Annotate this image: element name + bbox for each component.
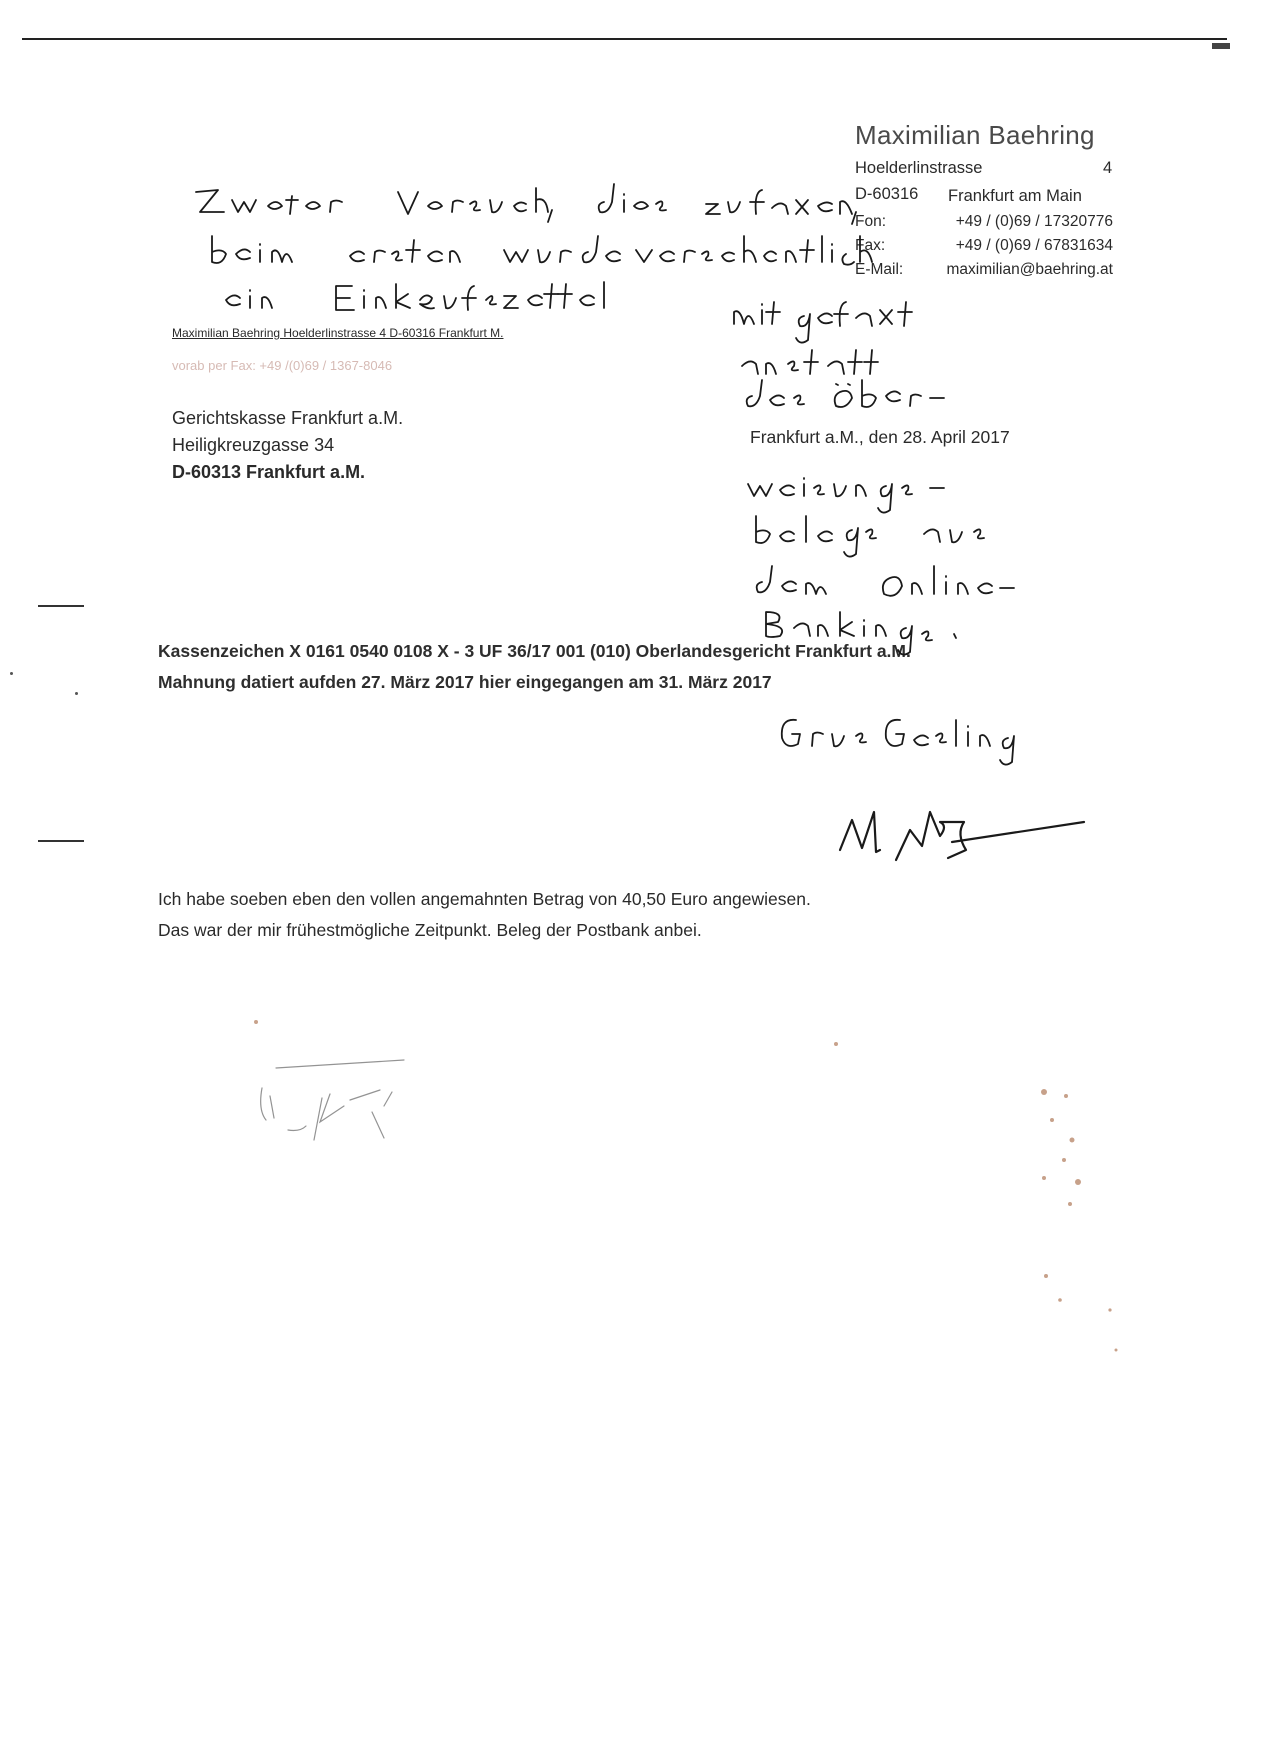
recipient-city: D-60313 Frankfurt a.M. bbox=[172, 462, 366, 482]
sender-house-number: 4 bbox=[1103, 159, 1113, 177]
fold-mark-upper bbox=[38, 605, 84, 607]
body-line-2: Das war der mir frühestmögliche Zeitpunkt. Beleg der Postbank anbei. bbox=[158, 920, 702, 940]
email-label: E-Mail: bbox=[855, 261, 904, 278]
fon-label: Fon: bbox=[855, 213, 887, 230]
reference-line-2: Mahnung datiert aufden 27. März 2017 hier eingegangen am 31. März 2017 bbox=[158, 672, 772, 692]
sender-name: Maximilian Baehring bbox=[855, 120, 1095, 150]
handwriting-closing bbox=[782, 720, 1014, 765]
reference-line-1: Kassenzeichen X 0161 0540 0108 X - 3 UF 36/17 001 (010) Oberlandesgericht Frankfurt a.M. bbox=[158, 641, 911, 661]
sender-city: Frankfurt am Main bbox=[948, 187, 1082, 205]
letter-date: Frankfurt a.M., den 28. April 2017 bbox=[750, 427, 1010, 447]
fax-label: Fax: bbox=[855, 237, 886, 254]
faint-pen-marks bbox=[261, 1060, 404, 1140]
contact-fax bbox=[855, 237, 1113, 257]
sender-postcode: D-60316 bbox=[855, 185, 919, 203]
contact-fon bbox=[855, 213, 1113, 233]
fold-mark-lower bbox=[38, 840, 84, 842]
corner-mark bbox=[1212, 43, 1230, 49]
fax-value: +49 / (0)69 / 67831634 bbox=[955, 237, 1113, 254]
paper-stains bbox=[254, 1020, 1118, 1352]
faded-fax-note: vorab per Fax: +49 /(0)69 / 1367-8046 bbox=[172, 358, 393, 373]
handwriting-line-2 bbox=[212, 236, 872, 265]
contact-email bbox=[855, 261, 1113, 281]
scan-speck bbox=[10, 672, 13, 675]
handwriting-lower-block bbox=[748, 478, 1014, 655]
handwriting-line-3 bbox=[226, 282, 604, 310]
handwriting-line-1 bbox=[196, 184, 856, 224]
sender-street: Hoelderlinstrasse bbox=[855, 159, 983, 177]
handwriting-right-column bbox=[734, 302, 944, 407]
top-edge-line bbox=[22, 38, 1227, 40]
recipient-street: Heiligkreuzgasse 34 bbox=[172, 435, 335, 455]
recipient-name: Gerichtskasse Frankfurt a.M. bbox=[172, 408, 404, 428]
fon-value: +49 / (0)69 / 17320776 bbox=[955, 213, 1113, 230]
scan-speck bbox=[75, 692, 78, 695]
email-value: maximilian@baehring.at bbox=[946, 261, 1113, 278]
signature bbox=[840, 812, 1084, 860]
return-address-line: Maximilian Baehring Hoelderlinstrasse 4 D-60316 Frankfurt M. bbox=[172, 326, 504, 340]
body-line-1: Ich habe soeben eben den vollen angemahnten Betrag von 40,50 Euro angewiesen. bbox=[158, 889, 811, 909]
